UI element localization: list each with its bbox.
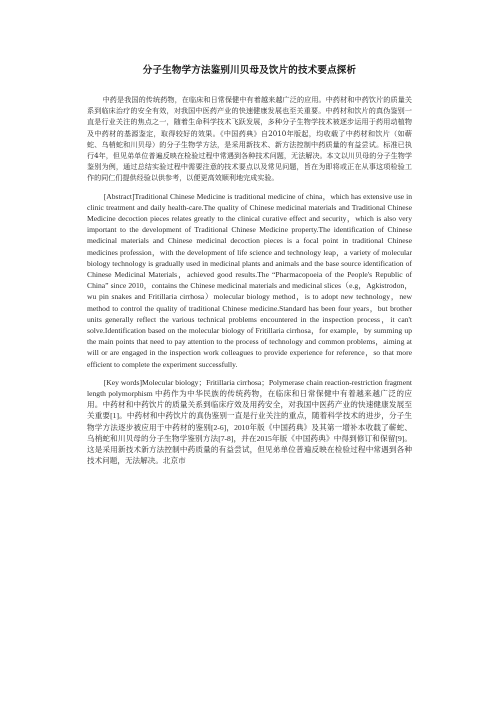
document-page xyxy=(87,62,412,474)
keywords-and-body: [Key words]Molecular biology；Fritillaria cirrhosa；Polymerase chain reaction-restriction fragment length polymorphism 中药作为中华民族的传统药物，在临床和日常保健中有着越来越广泛的应用。中药材和中药饮片的质量关系到临床疗效及用药安全，对我国中医药产业的快速健康发展至关重要[1]。中药材和中药饮片的真伪鉴别一直是行业关注的重点，随着科学技术的进步，分子生物学方法逐步被应用于中药材的鉴别[2-6]，2010年版《中国药典》及其第一增补本收载了蕲蛇、乌梢蛇和川贝母的分子生物学鉴别方法[7-8]，并在2015年版《中国药典》中得到修订和保留[9]。这是采用新技术新方法控制中药质量的有益尝试，但见弟单位普遍反映在检验过程中常遇到各种技术问题，无法解决。北京市 xyxy=(87,377,412,466)
document-title: 分子生物学方法鉴别川贝母及饮片的技术要点探析 xyxy=(142,65,357,76)
english-abstract: [Abstract]Traditional Chinese Medicine is traditional medicine of china，which has extensive use in clinic treatment and daily health-care.The quality of Chinese medicinal materials and Traditional Chinese Medicine decoction pieces relates greatly to the clinical curative effect and security，which is also very important to the development of Traditional Chinese Medicine property.The identification of Chinese medicinal materials and Chinese medicinal decoction pieces is a focal point in traditional Chinese medicines profession，with the development of life science and technology leap，a variety of molecular biology technology is gradually used in medicinal plants and animals and the base source identification of Chinese Medicinal Materials，achieved good results.The “Pharmacopoeia of the People's Republic of China” since 2010，contains the Chinese medicinal materials and medicinal slices（e.g，Agkistrodon，wu pin snakes and Fritillaria cirrhosa）molecular biology method，is to adopt new technology，new method to control the quality of traditional Chinese medicine.Standard has been four years，but brother units generally reflect the various technical problems encountered in the inspection process，it can't solve.Identification based on the molecular biology of Fritillaria cirrhosa，for example，by summing up the main points that need to pay attention to the process of technology and common problems，aiming at will or are engaged in the inspection work colleagues to provide experience for reference，so that more efficient to complete the experiment successfully. xyxy=(87,191,412,369)
chinese-abstract: 中药是我国的传统药物，在临床和日常保健中有着越来越广泛的应用。中药材和中药饮片的质量关系到临床治疗的安全有效，对我国中医药产业的快速健康发展也至关重要。中药材和饮片的真伪鉴别一直是行业关注的焦点之一，随着生命科学技术飞跃发展，多种分子生物学技术被逐步运用于药用动植物及中药材的基源鉴定，取得较好的效果。《中国药典》自2010年版起，均收载了中药材和饮片（如蕲蛇、乌梢蛇和川贝母）的分子生物学方法，是采用新技术、新方法控制中药质量的有益尝试。标准已执行4年，但见弟单位普遍反映在检验过程中常遇到各种技术问题，无法解决。本文以川贝母的分子生物学鉴别为例，通过总结实验过程中需要注意的技术要点以及常见问题，旨在为即将或正在从事这项检验工作的同仁们提供经验以供参考，以便更高效顺利地完成实验。 xyxy=(87,95,412,183)
